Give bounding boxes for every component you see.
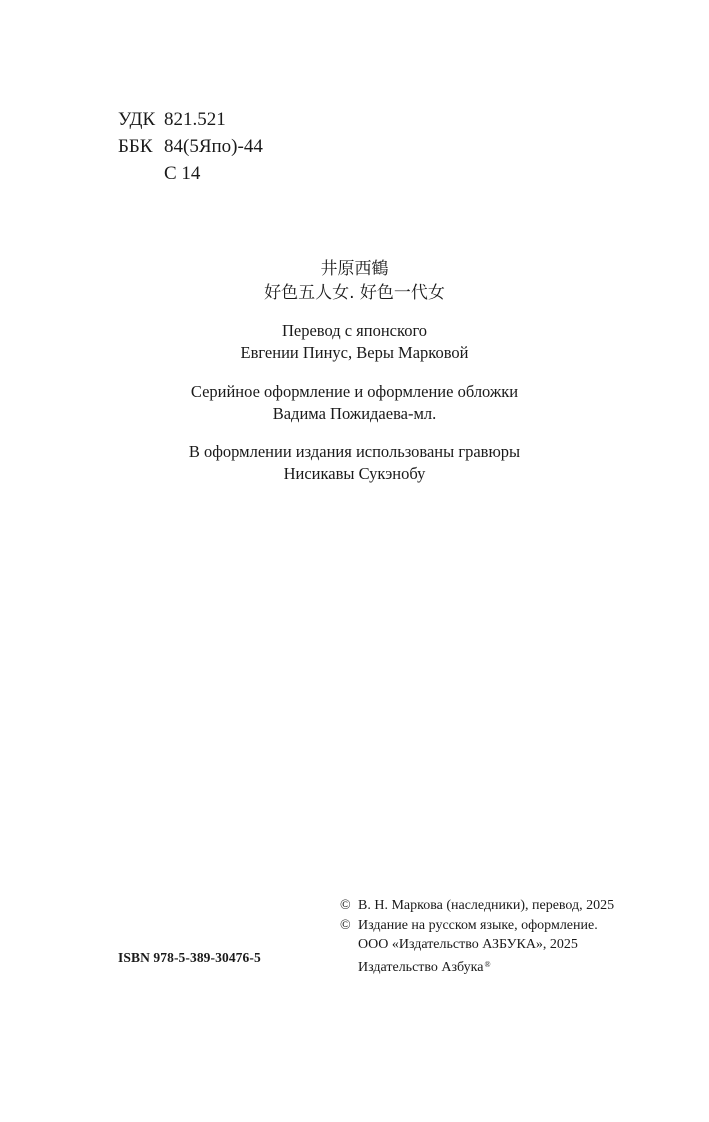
bbk-label: ББК [118, 136, 153, 157]
copyright-line-1: В. Н. Маркова (наследники), перевод, 2025 [358, 898, 615, 913]
design-credit [0, 381, 709, 425]
design-line-2: Вадима Пожидаева-мл. [272, 404, 437, 423]
translation-credit [0, 320, 709, 364]
engravings-credit [0, 441, 709, 485]
translation-line-2: Евгении Пинус, Веры Марковой [240, 343, 469, 362]
translation-line-1: Перевод с японского [281, 321, 428, 340]
bbk-value: 84(5Япо)-44 [164, 136, 263, 157]
author-name-cjk: 井原西鶴 [320, 259, 389, 279]
copyright-symbol: © [340, 917, 351, 933]
udk-row [118, 106, 263, 133]
classification-block [118, 106, 263, 187]
engravings-line-2: Нисикавы Сукэнобу [283, 464, 426, 483]
titles-cjk: 好色五人女. 好色一代女 [264, 283, 445, 303]
author-mark-row [118, 160, 263, 187]
isbn: ISBN 978-5-389-30476-5 [118, 950, 261, 965]
copyright-row-1 [340, 896, 614, 916]
title-block [0, 257, 709, 305]
udk-label: УДК [118, 109, 156, 130]
copyright-row-2 [340, 916, 614, 936]
copyright-block [340, 896, 614, 977]
copyright-symbol: © [340, 898, 351, 913]
engravings-line-1: В оформлении издания использованы гравюры [188, 442, 521, 461]
copyright-row-4 [340, 955, 614, 978]
bbk-row [118, 133, 263, 160]
copyright-line-2: Издание на русском языке, оформление. [358, 917, 598, 933]
design-line-1: Серийное оформление и оформление обложки [190, 382, 519, 401]
registered-trademark-symbol: ® [484, 959, 491, 969]
udk-value: 821.521 [164, 109, 226, 130]
author-mark: С 14 [164, 163, 201, 184]
copyright-row-3 [340, 935, 614, 955]
copyright-line-4 [358, 955, 491, 978]
publisher-name: Издательство Азбука [358, 959, 484, 975]
copyright-line-3: ООО «Издательство АЗБУКА», 2025 [358, 937, 578, 952]
